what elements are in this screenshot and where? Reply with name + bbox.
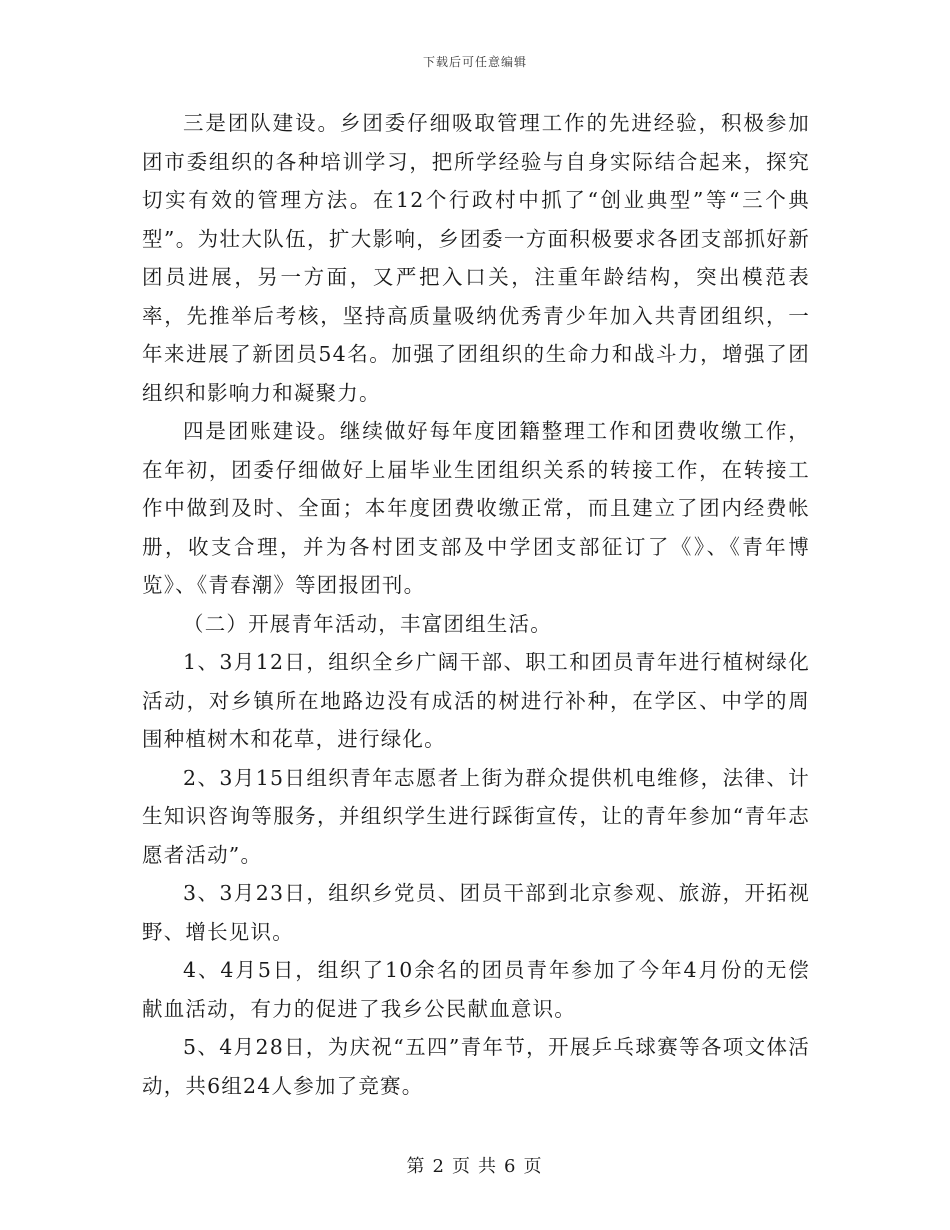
footer-prefix: 第 bbox=[406, 1156, 427, 1177]
list-item-3: 3、3月23日，组织乡党员、团员干部到北京参观、旅游，开拓视野、增长见识。 bbox=[142, 881, 810, 944]
list-item-2: 2、3月15日组织青年志愿者上街为群众提供机电维修，法律、计生知识咨询等服务，并组织学生进行踩街宣传，让的青年参加“青年志愿者活动”。 bbox=[142, 765, 810, 867]
list-item-4: 4、4月5日，组织了10余名的团员青年参加了今年4月份的无偿献血活动，有力的促进了我乡公民献血意识。 bbox=[142, 958, 810, 1021]
footer-page-word: 页 bbox=[452, 1156, 472, 1177]
footer-total-word: 共 bbox=[478, 1156, 498, 1177]
page-footer bbox=[0, 1152, 950, 1178]
list-item-1: 1、3月12日，组织全乡广阔干部、职工和团员青年进行植树绿化活动，对乡镇所在地路边没有成活的树进行补种，在学区、中学的周围种植树木和花草，进行绿化。 bbox=[142, 650, 810, 751]
section-heading: （二）开展青年活动，丰富团组生活。 bbox=[183, 611, 552, 636]
current-page-number: 2 bbox=[432, 1156, 446, 1177]
paragraph-account-building: 四是团账建设。继续做好每年度团籍整理工作和团费收缴工作，在年初，团委仔细做好上届毕业生团组织关系的转接工作，在转接工作中做到及时、全面；本年度团费收缴正常，而且建立了团内经费帐册，收支合理，并为各村团支部及中学团支部征订了《》、《青年博览》、《青春潮》等团报团刊。 bbox=[142, 419, 810, 597]
footer-suffix: 页 bbox=[523, 1156, 544, 1177]
document-body bbox=[142, 104, 810, 1105]
total-page-number: 6 bbox=[504, 1156, 518, 1177]
page-header: 下载后可任意编辑 bbox=[422, 55, 527, 69]
paragraph-team-building: 三是团队建设。乡团委仔细吸取管理工作的先进经验，积极参加团市委组织的各种培训学习，把所学经验与自身实际结合起来，探究切实有效的管理方法。在12个行政村中抓了“创业典型”等“三个典型”。为壮大队伍，扩大影响，乡团委一方面积极要求各团支部抓好新团员进展，另一方面，又严把入口关，注重年龄结构，突出模范表率，先推举后考核，坚持高质量吸纳优秀青少年加入共青团组织，一年来进展了新团员54名。加强了团组织的生命力和战斗力，增强了团组织和影响力和凝聚力。 bbox=[142, 111, 810, 405]
list-item-5: 5、4月28日，为庆祝“五四”青年节，开展乒乓球赛等各项文体活动，共6组24人参加了竞赛。 bbox=[142, 1035, 810, 1098]
